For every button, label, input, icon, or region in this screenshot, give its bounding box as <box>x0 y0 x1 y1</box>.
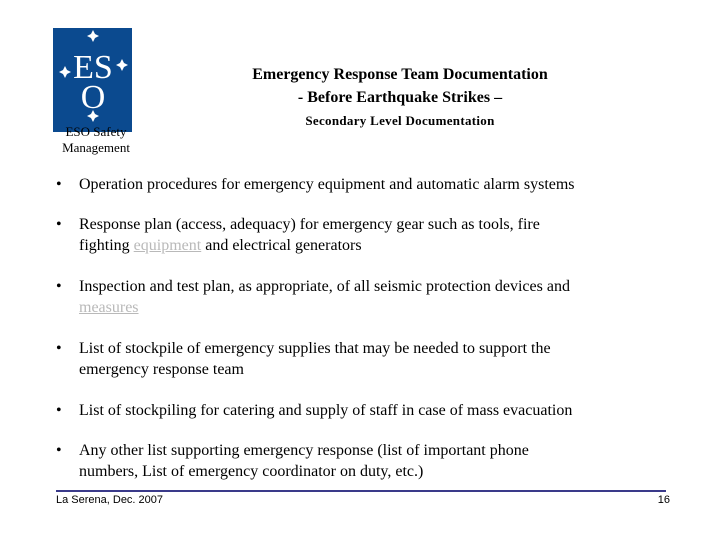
bullet-text: List of stockpile of emergency supplies that may be needed to support the <box>79 340 551 357</box>
footer-divider <box>56 490 666 492</box>
svg-text:O: O <box>80 79 106 116</box>
bullet-text: Any other list supporting emergency response (list of important phone <box>79 442 529 459</box>
bullet-text: emergency response team <box>79 361 244 378</box>
bullet-text: Inspection and test plan, as appropriate, of all seismic protection devices and <box>79 278 570 295</box>
bullet-text: Response plan (access, adequacy) for emergency gear such as tools, fire <box>79 216 540 233</box>
bullet-icon: • <box>56 340 62 357</box>
eso-logo <box>53 28 132 132</box>
logo-caption-line1: ESO Safety <box>65 124 127 139</box>
title-line2: - Before Earthquake Strikes – <box>297 89 503 106</box>
bullet-text: fighting <box>79 237 134 254</box>
title-line1: Emergency Response Team Documentation <box>252 66 548 83</box>
bullet-text: Operation procedures for emergency equipment and automatic alarm systems <box>79 176 575 193</box>
measures-link[interactable]: measures <box>79 299 139 316</box>
slide-title <box>180 65 620 108</box>
logo-caption-line2: Management <box>62 140 130 155</box>
bullet-text: numbers, List of emergency coordinator on duty, etc.) <box>79 463 424 480</box>
bullet-icon: • <box>56 216 62 233</box>
bullet-icon: • <box>56 176 62 193</box>
equipment-link[interactable]: equipment <box>133 237 202 254</box>
bullet-text: and electrical generators <box>201 237 362 254</box>
bullet-icon: • <box>56 402 62 419</box>
bullet-icon: • <box>56 442 62 459</box>
page-number: 16 <box>657 494 670 506</box>
slide-subtitle: Secondary Level Documentation <box>305 113 495 128</box>
logo-caption <box>50 124 142 156</box>
bullet-icon: • <box>56 278 62 295</box>
bullet-text: List of stockpiling for catering and supply of staff in case of mass evacuation <box>79 402 573 419</box>
eso-logo-mark <box>53 28 132 132</box>
footer-location-date: La Serena, Dec. 2007 <box>56 494 164 506</box>
svg-text:ES: ES <box>73 49 113 86</box>
